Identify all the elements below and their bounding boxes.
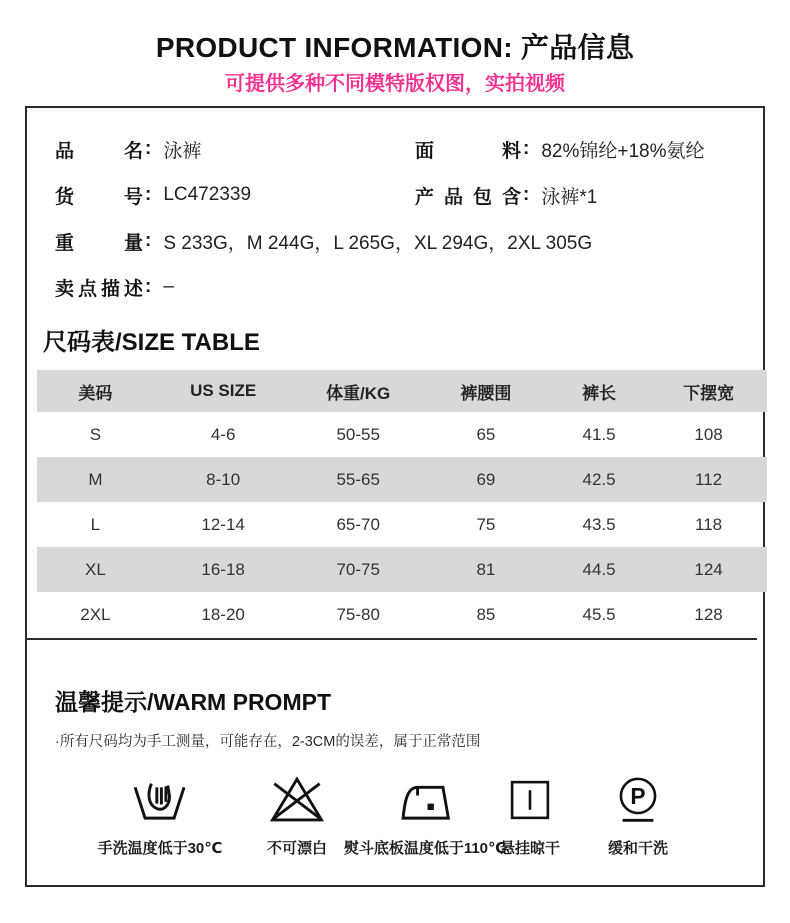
hand-wash-icon xyxy=(129,770,191,830)
table-row-2xl xyxy=(37,592,767,637)
colon: : xyxy=(145,184,152,205)
attribute-label: 卖点描述 xyxy=(55,278,143,300)
cell: 43.5 xyxy=(582,514,616,534)
column-header: 裤腰围 xyxy=(424,370,548,412)
product-attributes xyxy=(55,126,755,310)
cell: 128 xyxy=(694,604,723,624)
cell: 124 xyxy=(650,547,767,592)
cell: 75 xyxy=(476,514,496,534)
attribute-product-name xyxy=(55,136,415,163)
cell: 65 xyxy=(476,424,496,444)
care-label: 熨斗底板温度低于110℃ xyxy=(343,840,507,857)
cell: 44.5 xyxy=(548,547,650,592)
hang-dry-icon xyxy=(504,770,556,830)
colon: : xyxy=(523,138,530,159)
cell: 2XL xyxy=(80,604,111,624)
attribute-row xyxy=(55,172,755,218)
care-label: 缓和干洗 xyxy=(607,840,669,857)
attribute-label: 面料 xyxy=(415,140,521,162)
attribute-label: 品名 xyxy=(55,140,143,162)
page-subtitle: 可提供多种不同模特版权图，实拍视频 xyxy=(225,73,565,95)
cell: XL xyxy=(37,547,154,592)
attribute-selling-point xyxy=(55,274,755,301)
cell: 85 xyxy=(476,604,496,624)
attribute-label: 货号 xyxy=(55,186,143,208)
cell: 108 xyxy=(694,424,723,444)
cell: 55-65 xyxy=(292,457,423,502)
cell: 45.5 xyxy=(582,604,616,624)
care-item-iron-low xyxy=(344,770,506,858)
attribute-fabric xyxy=(415,136,755,163)
table-row-l xyxy=(37,502,767,547)
size-table-header-row xyxy=(37,370,767,412)
column-header: 下摆宽 xyxy=(650,370,767,412)
size-table xyxy=(37,370,767,637)
cell: 69 xyxy=(424,457,548,502)
table-row-xl xyxy=(37,547,767,592)
attribute-row xyxy=(55,126,755,172)
cell: 50-55 xyxy=(336,424,380,444)
table-row-s xyxy=(37,412,767,457)
attribute-label: 产品包含 xyxy=(415,186,521,208)
table-end-divider xyxy=(27,638,757,640)
attribute-value: 82%锦纶+18%氨纶 xyxy=(541,140,705,162)
attribute-row xyxy=(55,264,755,310)
cell: 75-80 xyxy=(336,604,380,624)
warm-prompt-note: ·所有尺码均为手工测量，可能存在，2-3CM的误差，属于正常范围 xyxy=(55,734,481,750)
cell: 41.5 xyxy=(582,424,616,444)
iron-low-temp-icon xyxy=(396,770,454,830)
gentle-dry-clean-icon xyxy=(612,770,664,830)
cell: 118 xyxy=(695,514,723,534)
colon: : xyxy=(523,184,530,205)
cell: 12-14 xyxy=(201,514,245,534)
cell: 65-70 xyxy=(336,514,380,534)
column-header: 裤长 xyxy=(548,370,650,412)
cell: 81 xyxy=(424,547,548,592)
table-row-m xyxy=(37,457,767,502)
care-item-hand-wash xyxy=(98,770,223,858)
attribute-package-contents xyxy=(415,182,755,209)
cell: 8-10 xyxy=(154,457,293,502)
attribute-value: S 233G，M 244G，L 265G，XL 294G，2XL 305G xyxy=(163,232,593,254)
cell: L xyxy=(90,514,101,534)
care-label: 不可漂白 xyxy=(266,840,328,857)
attribute-value: LC472339 xyxy=(163,184,252,205)
content-border-box xyxy=(25,106,765,887)
attribute-value: 泳裤*1 xyxy=(541,186,598,208)
colon: : xyxy=(145,230,152,251)
column-header: US SIZE xyxy=(154,370,293,412)
care-item-no-bleach xyxy=(267,770,327,858)
cell: 16-18 xyxy=(154,547,293,592)
care-instructions xyxy=(27,770,763,870)
do-not-bleach-icon xyxy=(267,770,327,830)
warm-prompt-heading: 温馨提示/WARM PROMPT xyxy=(55,689,331,715)
page-title: PRODUCT INFORMATION: 产品信息 xyxy=(155,32,635,63)
column-header: 体重/KG xyxy=(292,370,423,412)
attribute-item-number xyxy=(55,182,415,209)
colon: : xyxy=(145,276,152,297)
cell: 42.5 xyxy=(548,457,650,502)
care-label: 手洗温度低于30℃ xyxy=(97,840,223,857)
dry-clean-letter: P xyxy=(630,783,646,810)
care-label: 悬挂晾干 xyxy=(499,840,561,857)
attribute-label: 重量 xyxy=(55,232,143,254)
attribute-row xyxy=(55,218,755,264)
column-header: 美码 xyxy=(37,370,154,412)
cell: S xyxy=(89,424,102,444)
cell: 4-6 xyxy=(210,424,236,444)
attribute-weight xyxy=(55,228,755,255)
size-table-heading: 尺码表/SIZE TABLE xyxy=(43,329,260,356)
care-item-gentle-dry-clean xyxy=(608,770,668,858)
attribute-value: 泳裤 xyxy=(163,140,202,162)
care-item-hang-dry xyxy=(500,770,560,858)
colon: : xyxy=(145,138,152,159)
cell: 112 xyxy=(650,457,767,502)
cell: 70-75 xyxy=(292,547,423,592)
cell: 18-20 xyxy=(201,604,245,624)
attribute-value: – xyxy=(163,276,174,297)
cell: M xyxy=(37,457,154,502)
